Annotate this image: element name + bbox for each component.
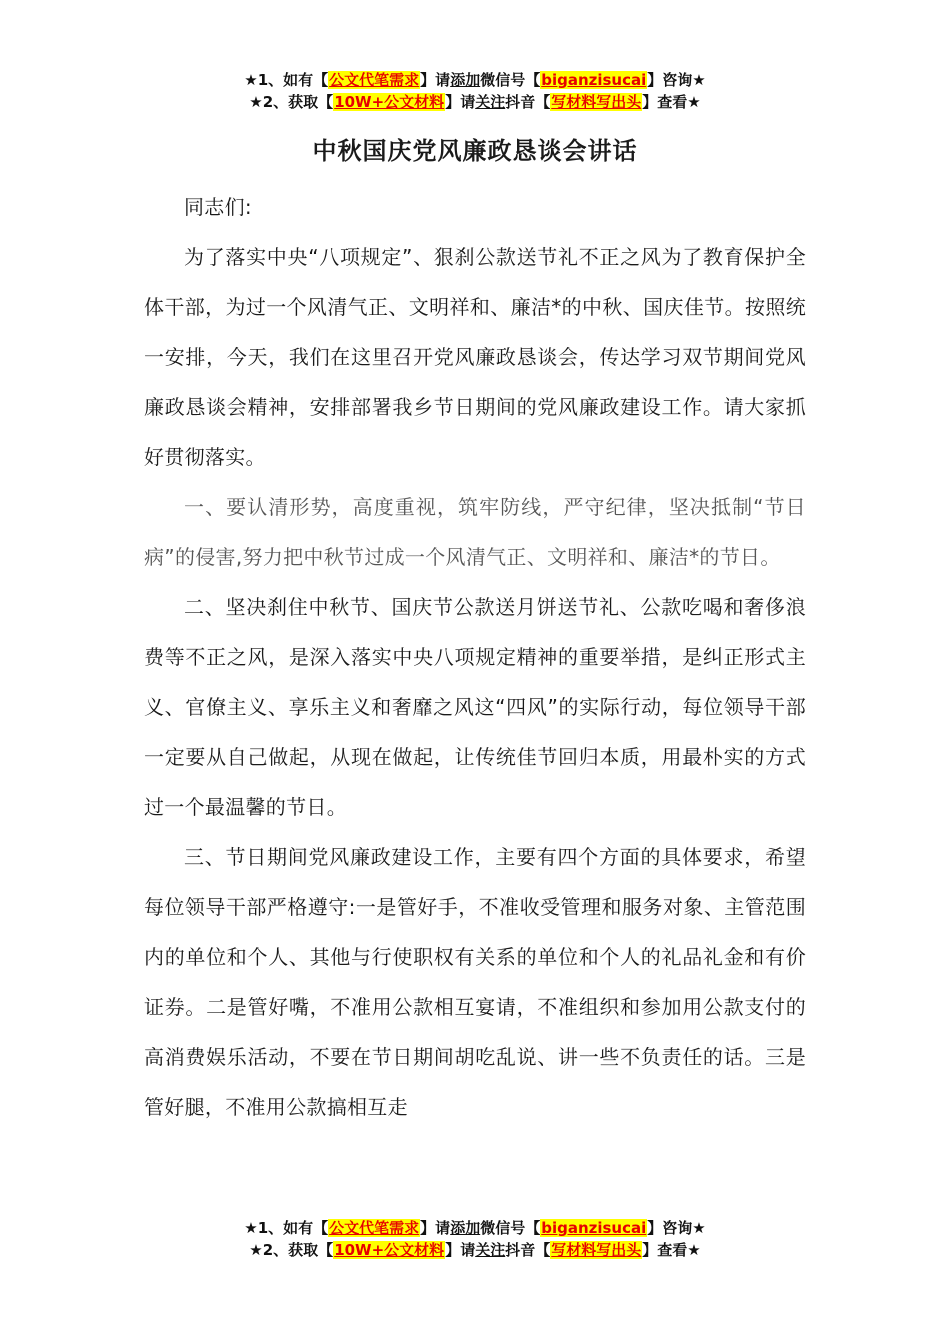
highlight-wechat-id: biganzisucai	[541, 71, 647, 89]
banner-text: 抖音【	[505, 1241, 551, 1259]
banner-text: 】查看★	[642, 1241, 701, 1259]
banner-text: 】请	[420, 1219, 451, 1237]
footer-banner	[0, 1217, 950, 1261]
banner-text: 抖音【	[505, 93, 551, 111]
paragraph-intro: 为了落实中央“八项规定”、狠刹公款送节礼不正之风为了教育保护全体干部，为过一个风清气正、文明祥和、廉洁*的中秋、国庆佳节。按照统一安排，今天，我们在这里召开党风廉政恳谈会，传达学习双节期间党风廉政恳谈会精神，安排部署我乡节日期间的党风廉政建设工作。请大家抓好贯彻落实。	[144, 245, 806, 469]
highlight-wechat-id: biganzisucai	[541, 1219, 647, 1237]
banner-underline: 关注	[475, 93, 506, 111]
banner-text: ★1、如有【	[244, 71, 329, 89]
banner-text: 】咨询★	[647, 1219, 706, 1237]
paragraph-point-1: 一、要认清形势，高度重视，筑牢防线，严守纪律，坚决抵制“节日病”的侵害,努力把中秋节过成一个风清气正、文明祥和、廉洁*的节日。	[144, 495, 806, 569]
banner-underline: 关注	[475, 1241, 506, 1259]
salutation: 同志们:	[184, 195, 252, 219]
banner-text: 微信号【	[480, 71, 541, 89]
highlight-douyin: 写材料写出头	[551, 1241, 642, 1259]
document-title: 中秋国庆党风廉政恳谈会讲话	[312, 137, 638, 165]
highlight-materials: 10W+公文材料	[334, 93, 445, 111]
banner-text: 微信号【	[480, 1219, 541, 1237]
highlight-douyin: 写材料写出头	[551, 93, 642, 111]
banner-text: ★1、如有【	[244, 1219, 329, 1237]
banner-line-1	[0, 1217, 950, 1239]
banner-text: 】请	[445, 1241, 476, 1259]
header-banner	[0, 69, 950, 113]
banner-text: 】请	[445, 93, 476, 111]
highlight-service: 公文代笔需求	[329, 71, 420, 89]
banner-line-2	[0, 91, 950, 113]
banner-underline: 添加	[450, 71, 481, 89]
banner-line-2	[0, 1239, 950, 1261]
paragraph-point-2: 二、坚决刹住中秋节、国庆节公款送月饼送节礼、公款吃喝和奢侈浪费等不正之风，是深入落实中央八项规定精神的重要举措，是纠正形式主义、官僚主义、享乐主义和奢靡之风这“四风”的实际行动，每位领导干部一定要从自己做起，从现在做起，让传统佳节回归本质，用最朴实的方式过一个最温馨的节日。	[144, 595, 806, 819]
banner-text: ★2、获取【	[249, 1241, 334, 1259]
banner-text: 】查看★	[642, 93, 701, 111]
banner-underline: 添加	[450, 1219, 481, 1237]
paragraph-point-3: 三、节日期间党风廉政建设工作，主要有四个方面的具体要求，希望每位领导干部严格遵守:一是管好手，不准收受管理和服务对象、主管范围内的单位和个人、其他与行使职权有关系的单位和个人的礼品礼金和有价证券。二是管好嘴，不准用公款相互宴请，不准组织和参加用公款支付的高消费娱乐活动，不要在节日期间胡吃乱说、讲一些不负责任的话。三是管好腿，不准用公款搞相互走	[144, 845, 806, 1119]
banner-line-1	[0, 69, 950, 91]
highlight-materials: 10W+公文材料	[334, 1241, 445, 1259]
highlight-service: 公文代笔需求	[329, 1219, 420, 1237]
banner-text: 】咨询★	[647, 71, 706, 89]
banner-text: ★2、获取【	[249, 93, 334, 111]
document-body	[144, 182, 806, 1132]
banner-text: 】请	[420, 71, 451, 89]
